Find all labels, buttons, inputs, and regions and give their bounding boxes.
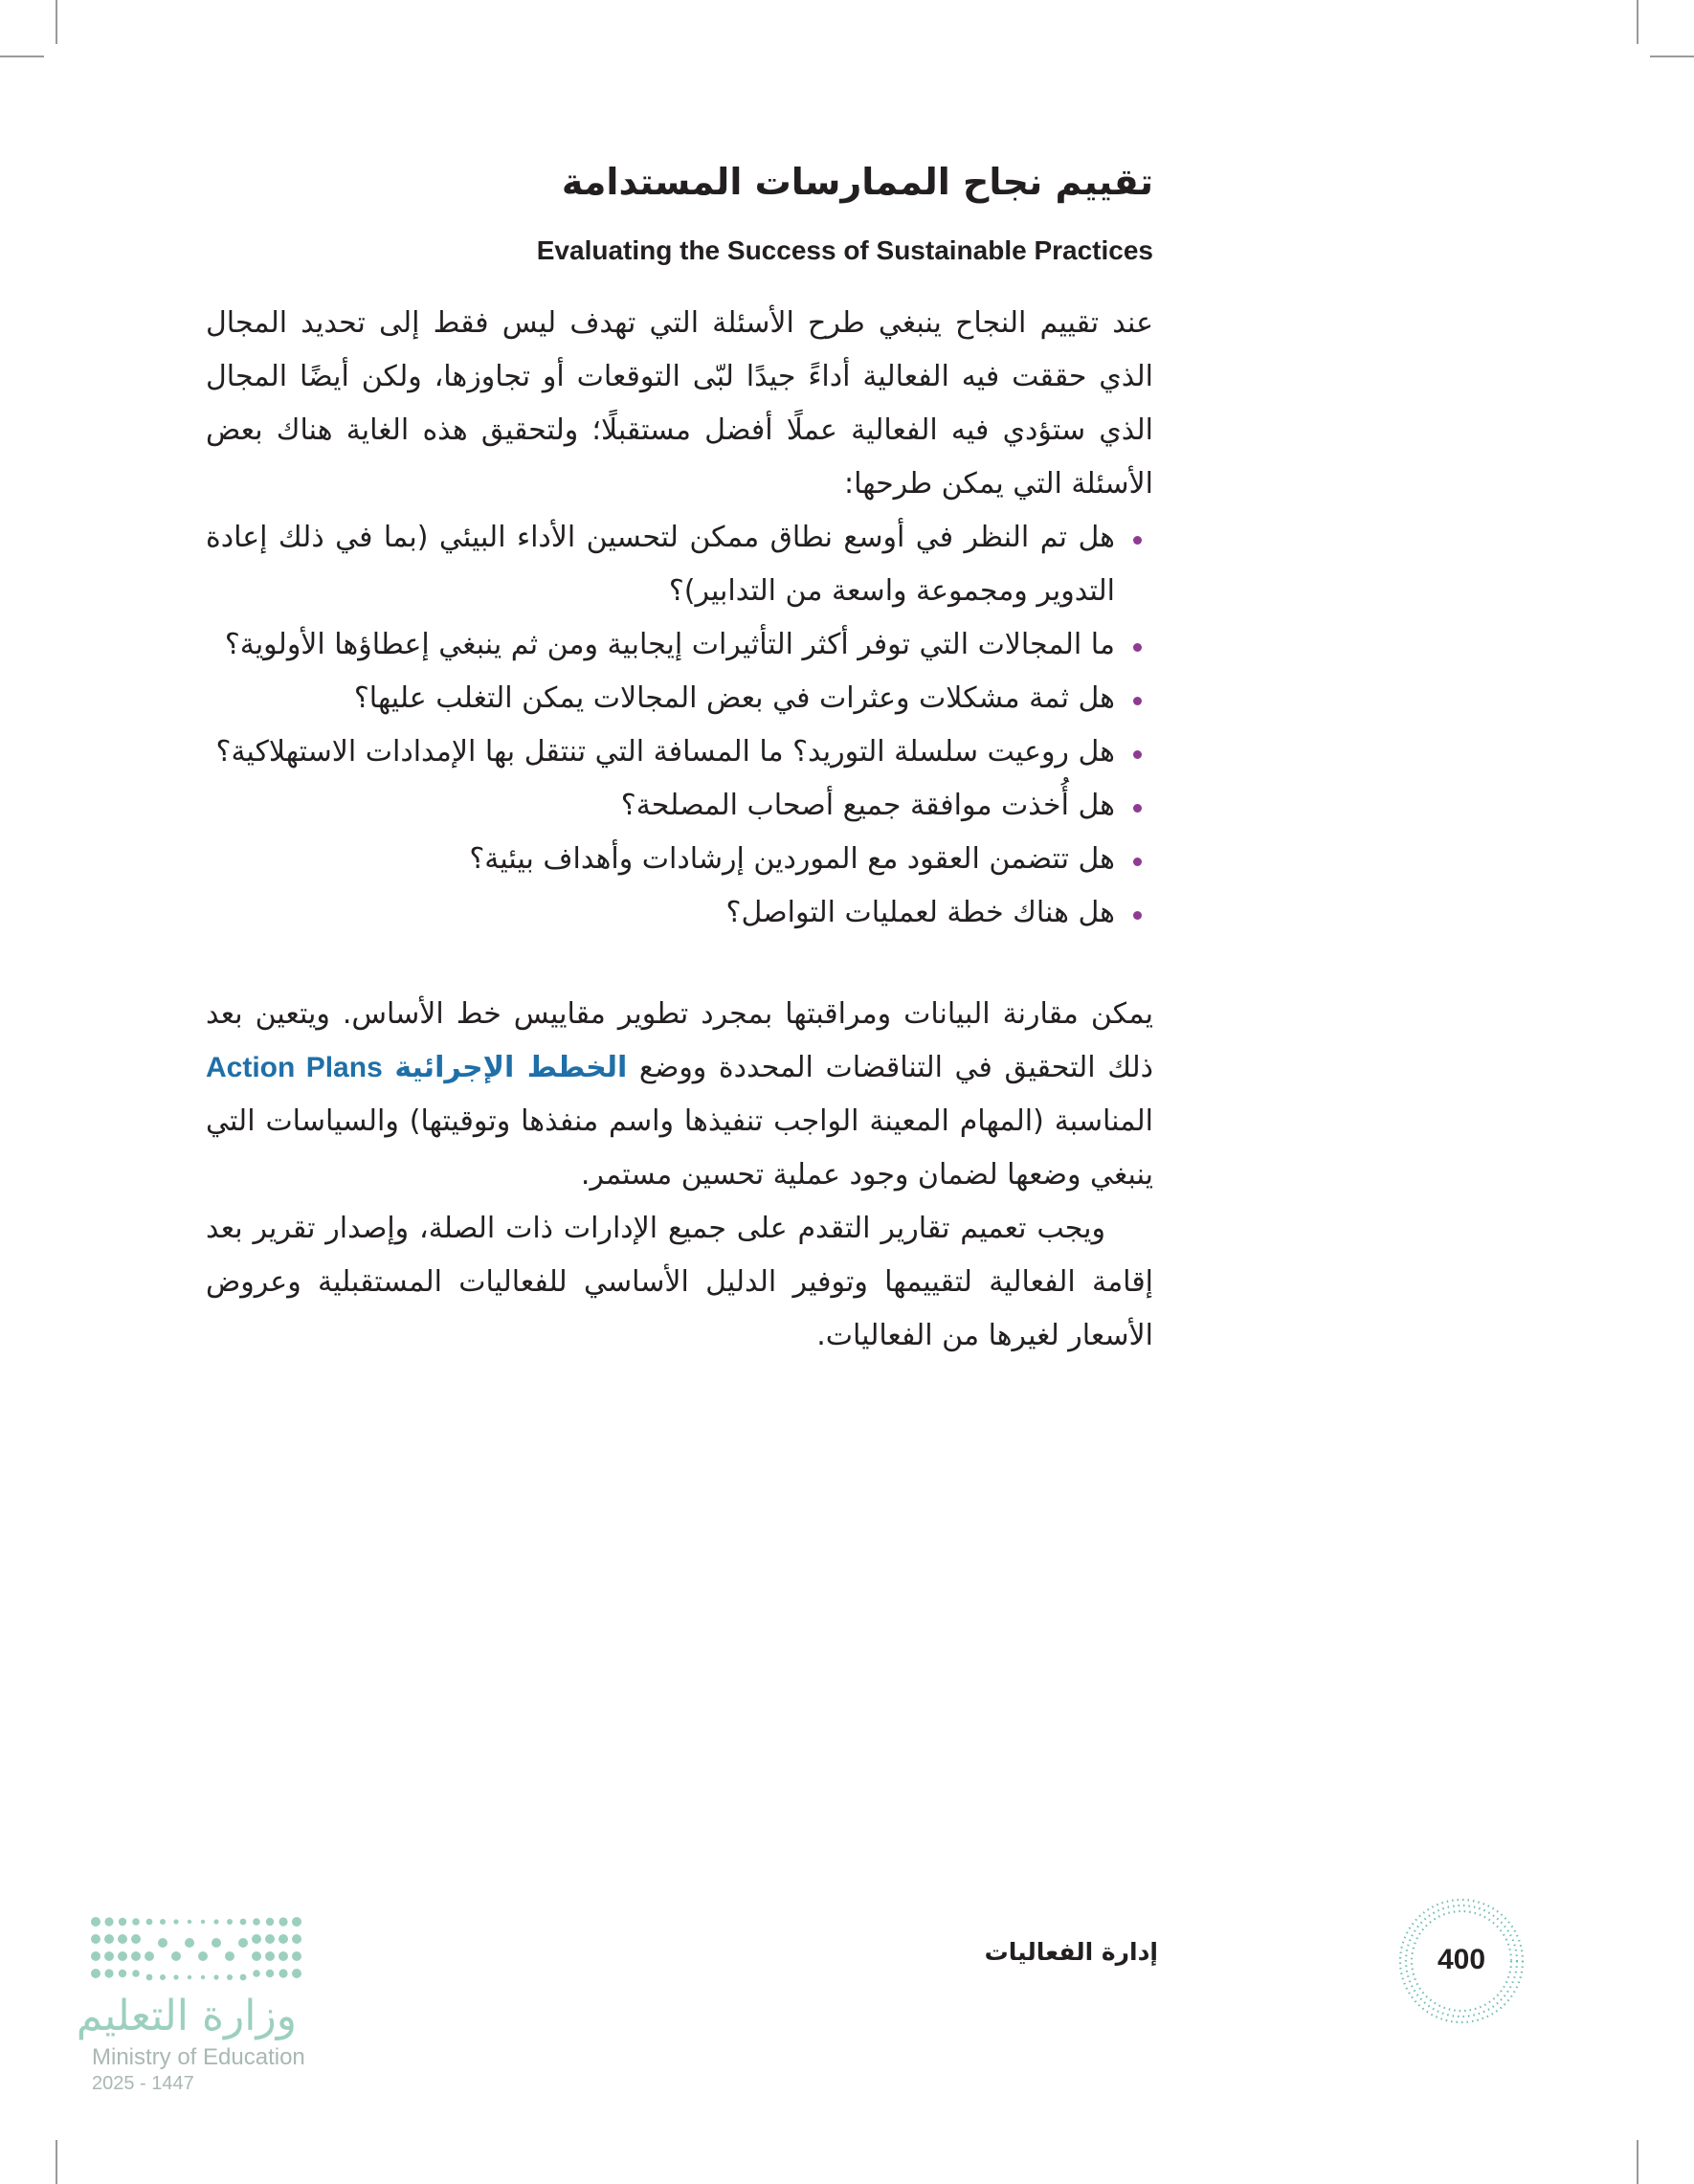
list-item-text: هل هناك خطة لعمليات التواصل؟ [725, 896, 1115, 929]
logo-dot [240, 1974, 247, 1981]
logo-dot [119, 1970, 126, 1977]
logo-dot [118, 1951, 127, 1961]
logo-dot [266, 1970, 274, 1977]
logo-dot [279, 1917, 287, 1926]
final-text: ويجب تعميم تقارير التقدم على جميع الإدارات ذات الصلة، وإصدار تقرير بعد إقامة الفعالية لتقييمها وتوفير الدليل الأساسي للفعاليات المستقبلية وعروض الأسعار لغيرها من الفعاليات. [206, 1212, 1153, 1352]
logo-dot [171, 1951, 181, 1961]
logo-dot [188, 1975, 191, 1979]
logo-dot [198, 1951, 208, 1961]
logo-dot [91, 1951, 100, 1961]
logo-dot [185, 1938, 194, 1948]
term-arabic: الخطط الإجرائية [394, 1051, 628, 1084]
closing-text [206, 988, 1153, 1202]
section-title: إدارة الفعاليات [984, 1938, 1158, 1966]
logo-dot [213, 1919, 218, 1924]
list-item-text: هل أُخذت موافقة جميع أصحاب المصلحة؟ [620, 789, 1115, 822]
bullet-dot-icon [1133, 697, 1142, 705]
page-title-arabic: تقييم نجاح الممارسات المستدامة [561, 161, 1153, 203]
question-list [206, 511, 1153, 940]
intro-text: عند تقييم النجاح ينبغي طرح الأسئلة التي تهدف ليس فقط إلى تحديد المجال الذي حققت فيه الفعالية أداءً جيدًا لبّى التوقعات أو تجاوزها، ولكن أيضًا المجال الذي ستؤدي فيه الفعالية عملًا أفضل مستقبلًا؛ ولتحقيق هذه الغاية هناك بعض الأسئلة التي يمكن طرحها: [206, 306, 1153, 501]
list-item [206, 511, 1153, 618]
logo-dot [132, 1918, 140, 1926]
bullet-dot-icon [1133, 911, 1142, 920]
logo-dot [252, 1951, 261, 1961]
logo-dot [201, 1975, 205, 1979]
logo-dot [240, 1919, 247, 1926]
list-item-text: هل ثمة مشكلات وعثرات في بعض المجالات يمكن التغلب عليها؟ [353, 681, 1115, 715]
logo-dot [212, 1938, 221, 1948]
logo-dot [132, 1970, 140, 1977]
bullet-dot-icon [1133, 858, 1142, 866]
logo-dot [188, 1920, 191, 1924]
logo-dot [292, 1951, 301, 1961]
logo-dot [91, 1917, 100, 1927]
logo-dot [131, 1951, 141, 1961]
logo-dot [252, 1934, 261, 1944]
logo-dot [201, 1920, 205, 1924]
logo-dot [292, 1934, 301, 1944]
list-item [206, 833, 1153, 886]
logo-dot [118, 1934, 127, 1944]
crop-mark [0, 56, 44, 57]
logo-dot [279, 1969, 287, 1977]
closing-part-2: المناسبة (المهام المعينة الواجب تنفيذها واسم منفذها وتوقيتها) والسياسات التي ينبغي وضعها لضمان وجود عملية تحسين مستمر. [206, 1104, 1153, 1192]
list-item-text: هل تم النظر في أوسع نطاق ممكن لتحسين الأداء البيئي (بما في ذلك إعادة التدوير ومجموعة واسعة من التدابير)؟ [206, 521, 1115, 608]
ministry-year: 2025 - 1447 [92, 2073, 194, 2094]
bullet-dot-icon [1133, 804, 1142, 813]
final-paragraph [206, 1202, 1153, 1363]
list-item-text: ما المجالات التي توفر أكثر التأثيرات إيجابية ومن ثم ينبغي إعطاؤها الأولوية؟ [224, 628, 1115, 661]
intro-paragraph [206, 297, 1153, 511]
bullet-dot-icon [1133, 536, 1142, 545]
logo-dot [146, 1974, 153, 1981]
crop-mark [1650, 56, 1694, 57]
logo-dot [104, 1969, 113, 1977]
logo-dot [173, 1919, 178, 1924]
logo-dot [104, 1951, 114, 1961]
ministry-name-english: Ministry of Education [92, 2044, 305, 2070]
page-number: 400 [1437, 1944, 1486, 1975]
logo-dot [91, 1969, 100, 1978]
crop-mark [1637, 2140, 1638, 2184]
list-item-text: هل تتضمن العقود مع الموردين إرشادات وأهداف بيئية؟ [469, 842, 1115, 876]
logo-dot [213, 1974, 218, 1979]
page-title-english: Evaluating the Success of Sustainable Practices [536, 235, 1153, 265]
crop-mark [56, 2140, 57, 2184]
logo-dot [146, 1919, 153, 1926]
logo-dot [145, 1951, 154, 1961]
logo-dot [119, 1918, 126, 1926]
ministry-logo-icon [88, 1914, 304, 1987]
logo-dot [253, 1970, 260, 1977]
closing-paragraph [206, 988, 1153, 1202]
logo-dot [225, 1951, 234, 1961]
logo-dot [158, 1938, 167, 1948]
bullet-dot-icon [1133, 750, 1142, 759]
bullet-dot-icon [1133, 643, 1142, 652]
logo-dot [253, 1918, 260, 1926]
list-item [206, 672, 1153, 725]
logo-dot [104, 1917, 113, 1926]
closing-part-1: يمكن مقارنة البيانات ومراقبتها بمجرد تطوير مقاييس خط الأساس. ويتعين بعد ذلك التحقيق في التناقضات المحددة ووضع [206, 997, 1153, 1084]
list-item [206, 725, 1153, 779]
term-english: Action Plans [206, 1052, 383, 1083]
logo-dot [292, 1969, 301, 1978]
logo-dot [91, 1934, 100, 1944]
logo-dot [131, 1934, 141, 1944]
logo-dot [265, 1934, 275, 1944]
list-item-text: هل روعيت سلسلة التوريد؟ ما المسافة التي تنتقل بها الإمدادات الاستهلاكية؟ [215, 735, 1115, 769]
logo-dot [279, 1934, 288, 1944]
list-item [206, 779, 1153, 833]
logo-dot [238, 1938, 248, 1948]
ministry-name-arabic: وزارة التعليم [76, 1992, 297, 2040]
logo-dot [265, 1951, 275, 1961]
logo-dot [292, 1917, 301, 1927]
logo-dot [279, 1951, 288, 1961]
list-item [206, 886, 1153, 940]
list-item [206, 618, 1153, 672]
logo-dot [160, 1919, 166, 1925]
logo-dot [104, 1934, 114, 1944]
logo-dot [266, 1918, 274, 1926]
crop-mark [56, 0, 57, 44]
logo-dot [227, 1919, 233, 1925]
logo-dot [227, 1974, 233, 1980]
logo-dot [160, 1974, 166, 1980]
logo-dot [173, 1974, 178, 1979]
crop-mark [1637, 0, 1638, 44]
